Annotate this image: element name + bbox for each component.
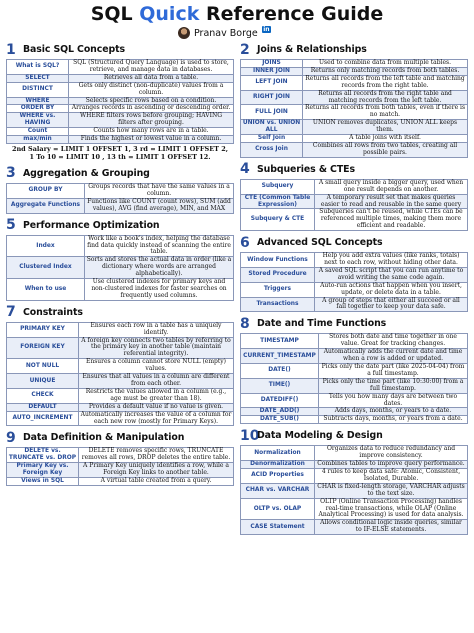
content-columns xyxy=(6,38,468,535)
definition-cell: Adds days, months, or years to a date. xyxy=(319,408,468,416)
term-cell: Self Join xyxy=(241,135,303,143)
table-row xyxy=(7,60,234,75)
reference-table xyxy=(6,183,234,214)
definition-cell: Selects specific rows based on a condition. xyxy=(69,97,234,105)
table-row xyxy=(7,257,234,279)
table-row xyxy=(7,374,234,389)
table-row xyxy=(241,349,468,364)
definition-cell: Returns all records from the right table and matching records from the left table. xyxy=(303,90,468,105)
section-number: 3 xyxy=(6,165,16,182)
definition-cell: Automatically adds the current date and time when a row is added or updated. xyxy=(319,349,468,364)
definition-cell: Returns all records from both tables, even if there is no match. xyxy=(303,105,468,120)
term-cell: What is SQL? xyxy=(7,60,69,75)
table-row xyxy=(241,416,468,424)
definition-cell: 4 rules to keep data safe: Atomic, Consistent, Isolated, Durable. xyxy=(315,468,468,483)
section-title: Date and Time Functions xyxy=(257,318,387,330)
table-row xyxy=(7,183,234,198)
definition-cell: Organizes data to reduce redundancy and improve consistency. xyxy=(315,446,468,461)
page-title xyxy=(0,3,474,25)
section-header xyxy=(6,165,234,182)
definition-cell: Tells you how many days are between two dates. xyxy=(319,393,468,408)
term-cell: Window Functions xyxy=(241,253,315,268)
section-number: 9 xyxy=(6,429,16,446)
definition-cell: A small query inside a bigger query, used when one result depends on another. xyxy=(315,179,468,194)
definition-cell: SQL (Structured Query Language) is used to store, retrieve, and manage data in databases. xyxy=(69,60,234,75)
table-row xyxy=(7,279,234,301)
definition-cell: Returns all records from the left table and matching records from the right table. xyxy=(303,75,468,90)
term-cell: JOINS xyxy=(241,60,303,68)
section-header xyxy=(6,304,234,321)
table-row xyxy=(241,393,468,408)
table-row xyxy=(7,82,234,97)
table-row xyxy=(7,337,234,359)
term-cell: INNER JOIN xyxy=(241,67,303,75)
table-row xyxy=(7,235,234,257)
table-row xyxy=(7,478,234,486)
term-cell: CHAR vs. VARCHAR xyxy=(241,483,315,498)
section-number: 2 xyxy=(240,41,250,58)
term-cell: FULL JOIN xyxy=(241,105,303,120)
table-row xyxy=(241,446,468,461)
section-number: 1 xyxy=(6,41,16,58)
term-cell: DELETE vs. TRUNCATE vs. DROP xyxy=(7,448,79,463)
term-cell: UNIQUE xyxy=(7,374,79,389)
reference-table xyxy=(240,252,468,312)
definition-cell: Counts how many rows are in a table. xyxy=(69,128,234,136)
limit-note-line-1: 2nd Salary = LIMIT 1 OFFSET 1, 3 rd = LIMIT 1 OFFSET 2, xyxy=(11,144,229,153)
reference-table xyxy=(240,59,468,158)
section-number: 8 xyxy=(240,315,250,332)
definition-cell: Sorts and stores the actual data in order (like a dictionary where words are arranged alphabetically). xyxy=(85,257,234,279)
table-row xyxy=(241,120,468,135)
definition-cell: Stores both date and time together in one value. Great for tracking changes. xyxy=(319,334,468,349)
author-name: Pranav Borge xyxy=(194,27,258,39)
term-cell: PRIMARY KEY xyxy=(7,322,79,337)
table-row xyxy=(7,448,234,463)
definition-cell: Work like a book's index, helping the database find data quickly instead of scanning the entire table. xyxy=(85,235,234,257)
term-cell: When to use xyxy=(7,279,85,301)
section-number: 7 xyxy=(6,304,16,321)
table-row xyxy=(241,179,468,194)
section-title: Data Definition & Manipulation xyxy=(23,432,185,444)
section-header xyxy=(240,41,468,58)
title-accent: Quick xyxy=(139,3,200,25)
table-row xyxy=(241,75,468,90)
section-header xyxy=(240,234,468,251)
term-cell: DATE() xyxy=(241,364,319,379)
section-title: Advanced SQL Concepts xyxy=(257,237,383,249)
reference-table xyxy=(6,447,234,486)
definition-cell: Returns only matching records from both tables. xyxy=(303,67,468,75)
definition-cell: Allows conditional logic inside queries, similar to IF-ELSE statements. xyxy=(315,520,468,535)
table-row xyxy=(241,282,468,297)
term-cell: DEFAULT xyxy=(7,403,79,411)
term-cell: Clustered Index xyxy=(7,257,85,279)
table-row xyxy=(241,105,468,120)
term-cell: Denormalization xyxy=(241,461,315,469)
definition-cell: Gets only distinct (non-duplicate) values from a column. xyxy=(69,82,234,97)
left-column xyxy=(6,38,234,535)
term-cell: Subquery xyxy=(241,179,315,194)
reference-table xyxy=(6,59,234,144)
term-cell: GROUP BY xyxy=(7,183,85,198)
limit-note-line-2: 1 To 10 = LIMIT 10 , 13 th = LIMIT 1 OFFSET 12. xyxy=(29,152,211,161)
definition-cell: Arranges records in ascending or descending order. xyxy=(69,105,234,113)
definition-cell: Finds the highest or lowest value in a column. xyxy=(69,136,234,144)
definition-cell: Ensures each row in a table has a uniquely identify. xyxy=(79,322,234,337)
definition-cell: A Primary Key uniquely identifies a row, while a Foreign Key links to another table. xyxy=(79,463,234,478)
term-cell: Normalization xyxy=(241,446,315,461)
table-row xyxy=(241,378,468,393)
term-cell: CTE (Common Table Expression) xyxy=(241,194,315,209)
linkedin-icon[interactable]: in xyxy=(263,25,270,33)
section-basic-sql xyxy=(6,38,234,144)
definition-cell: A temporary result set that makes queries easier to read and reusable in the same query xyxy=(315,194,468,209)
section-header xyxy=(240,427,468,444)
section-title: Performance Optimization xyxy=(23,219,160,231)
term-cell: DATE_ADD() xyxy=(241,408,319,416)
table-row xyxy=(7,463,234,478)
definition-cell: Picks only the time part (like 10:30:00) from a full timestamp. xyxy=(319,378,468,393)
term-cell: Aggregate Functions xyxy=(7,198,85,213)
reference-table xyxy=(240,333,468,424)
term-cell: Primary Key vs. Foreign Key xyxy=(7,463,79,478)
section-title: Joins & Relationships xyxy=(257,44,367,55)
term-cell: ACID Properties xyxy=(241,468,315,483)
table-row xyxy=(241,334,468,349)
term-cell: Index xyxy=(7,235,85,257)
table-row xyxy=(241,364,468,379)
term-cell: AUTO_INCREMENT xyxy=(7,411,79,426)
term-cell: TIMESTAMP xyxy=(241,334,319,349)
definition-cell: Ensures that all values in a column are different from each other. xyxy=(79,374,234,389)
definition-cell: CHAR is fixed-length storage, VARCHAR adjusts to the text size. xyxy=(315,483,468,498)
definition-cell: Combines tables to improve query performance. xyxy=(315,461,468,469)
section-title: Subqueries & CTEs xyxy=(257,163,355,175)
definition-cell: Functions like COUNT (count rows), SUM (add values), AVG (find average), MIN, and MAX xyxy=(85,198,234,213)
section-number: 10 xyxy=(240,427,260,444)
term-cell: TIME() xyxy=(241,378,319,393)
term-cell: UNION vs. UNION ALL xyxy=(241,120,303,135)
table-row xyxy=(7,198,234,213)
term-cell: OLTP vs. OLAP xyxy=(241,498,315,520)
section-number: 4 xyxy=(240,161,250,178)
section-joins xyxy=(240,38,468,158)
term-cell: Transactions xyxy=(241,297,315,312)
definition-cell: Combines all rows from two tables, creating all possible pairs. xyxy=(303,142,468,157)
term-cell: Triggers xyxy=(241,282,315,297)
definition-cell: UNION removes duplicates, UNION ALL keeps them. xyxy=(303,120,468,135)
definition-cell: Subqueries can't be reused, while CTEs can be referenced multiple times, making them more efficient and readable. xyxy=(315,209,468,231)
term-cell: DATE_SUB() xyxy=(241,416,319,424)
section-title: Basic SQL Concepts xyxy=(23,44,125,55)
definition-cell: DELETE removes specific rows, TRUNCATE removes all rows, DROP deletes the entire table. xyxy=(79,448,234,463)
term-cell: WHERE vs. HAVING xyxy=(7,113,69,128)
section-performance xyxy=(6,214,234,301)
term-cell: LEFT JOIN xyxy=(241,75,303,90)
table-row xyxy=(7,113,234,128)
term-cell: FOREIGN KEY xyxy=(7,337,79,359)
limit-offset-note xyxy=(6,144,234,162)
section-constraints xyxy=(6,301,234,427)
table-row xyxy=(241,297,468,312)
table-row xyxy=(241,194,468,209)
table-row xyxy=(241,253,468,268)
table-row xyxy=(7,136,234,144)
definition-cell: A group of steps that either all succeed or all fail together to keep your data safe. xyxy=(315,297,468,312)
reference-table xyxy=(240,445,468,535)
table-row xyxy=(241,483,468,498)
definition-cell: Used to combine data from multiple tables. xyxy=(303,60,468,68)
section-header xyxy=(6,429,234,446)
section-header xyxy=(6,217,234,234)
definition-cell: OLTP (Online Transaction Processing) handles real-time transactions, while OLAP (Online Analytical Processing) is used for data analysis. xyxy=(315,498,468,520)
term-cell: Count xyxy=(7,128,69,136)
definition-cell: Use clustered indexes for primary keys and non-clustered indexes for faster searches on frequently used columns. xyxy=(85,279,234,301)
definition-cell: Provides a default value if no value is given. xyxy=(79,403,234,411)
section-title: Aggregation & Grouping xyxy=(23,167,150,179)
table-row xyxy=(241,267,468,282)
table-row xyxy=(7,322,234,337)
definition-cell: Auto-run actions that happen when you insert, update, or delete data in a table. xyxy=(315,282,468,297)
term-cell: DISTINCT xyxy=(7,82,69,97)
section-advanced-sql xyxy=(240,231,468,312)
term-cell: CURRENT_TIMESTAMP xyxy=(241,349,319,364)
section-header xyxy=(240,161,468,178)
definition-cell: A virtual table created from a query. xyxy=(79,478,234,486)
section-title: Data Modeling & Design xyxy=(257,430,383,442)
term-cell: RIGHT JOIN xyxy=(241,90,303,105)
definition-cell: Automatically increases the value of a column for each new row (mostly for Primary Keys). xyxy=(79,411,234,426)
title-suffix: Reference Guide xyxy=(199,3,384,25)
table-row xyxy=(7,403,234,411)
reference-table xyxy=(6,322,234,427)
table-row xyxy=(241,468,468,483)
term-cell: WHERE xyxy=(7,97,69,105)
definition-cell: Help you add extra values (like ranks, totals) next to each row, without hiding other data. xyxy=(315,253,468,268)
section-data-modeling xyxy=(240,424,468,535)
definition-cell: A saved SQL script that you can run anytime to avoid writing the same code again. xyxy=(315,267,468,282)
section-header xyxy=(6,41,234,58)
table-row xyxy=(241,90,468,105)
term-cell: Stored Procedure xyxy=(241,267,315,282)
term-cell: ORDER BY xyxy=(7,105,69,113)
term-cell: NOT NULL xyxy=(7,359,79,374)
term-cell: Subquery & CTE xyxy=(241,209,315,231)
section-number: 6 xyxy=(240,234,250,251)
definition-cell: Restricts the values allowed in a column (e.g., age must be greater than 18). xyxy=(79,388,234,403)
definition-cell: WHERE filters rows before grouping; HAVING filters after grouping. xyxy=(69,113,234,128)
reference-table xyxy=(6,235,234,301)
definition-cell: Ensures a column cannot store NULL (empty) values. xyxy=(79,359,234,374)
section-title: Constraints xyxy=(23,306,83,318)
term-cell: Cross Join xyxy=(241,142,303,157)
title-prefix: SQL xyxy=(90,3,140,25)
term-cell: CASE Statement xyxy=(241,520,315,535)
table-row xyxy=(7,388,234,403)
definition-cell: Picks only the date part (like 2025-04-04) from a full timestamp. xyxy=(319,364,468,379)
definition-cell: Retrieves all data from a table. xyxy=(69,74,234,82)
section-header xyxy=(240,315,468,332)
term-cell: SELECT xyxy=(7,74,69,82)
definition-cell: Subtracts days, months, or years from a date. xyxy=(319,416,468,424)
section-number: 5 xyxy=(6,217,16,234)
table-row xyxy=(241,498,468,520)
section-subqueries xyxy=(240,158,468,231)
section-aggregation xyxy=(6,162,234,214)
section-date-time xyxy=(240,312,468,424)
table-row xyxy=(7,411,234,426)
section-data-definition xyxy=(6,426,234,486)
definition-cell: Groups records that have the same values in a column. xyxy=(85,183,234,198)
definition-cell: A table joins with itself. xyxy=(303,135,468,143)
reference-table xyxy=(240,179,468,231)
term-cell: CHECK xyxy=(7,388,79,403)
table-row xyxy=(241,142,468,157)
table-row xyxy=(241,520,468,535)
definition-cell: A foreign key connects two tables by referring to the primary key in another table (maintain referential integrity). xyxy=(79,337,234,359)
term-cell: Views in SQL xyxy=(7,478,79,486)
term-cell: DATEDIFF() xyxy=(241,393,319,408)
table-row xyxy=(7,359,234,374)
right-column xyxy=(240,38,468,535)
term-cell: max/min xyxy=(7,136,69,144)
table-row xyxy=(241,209,468,231)
